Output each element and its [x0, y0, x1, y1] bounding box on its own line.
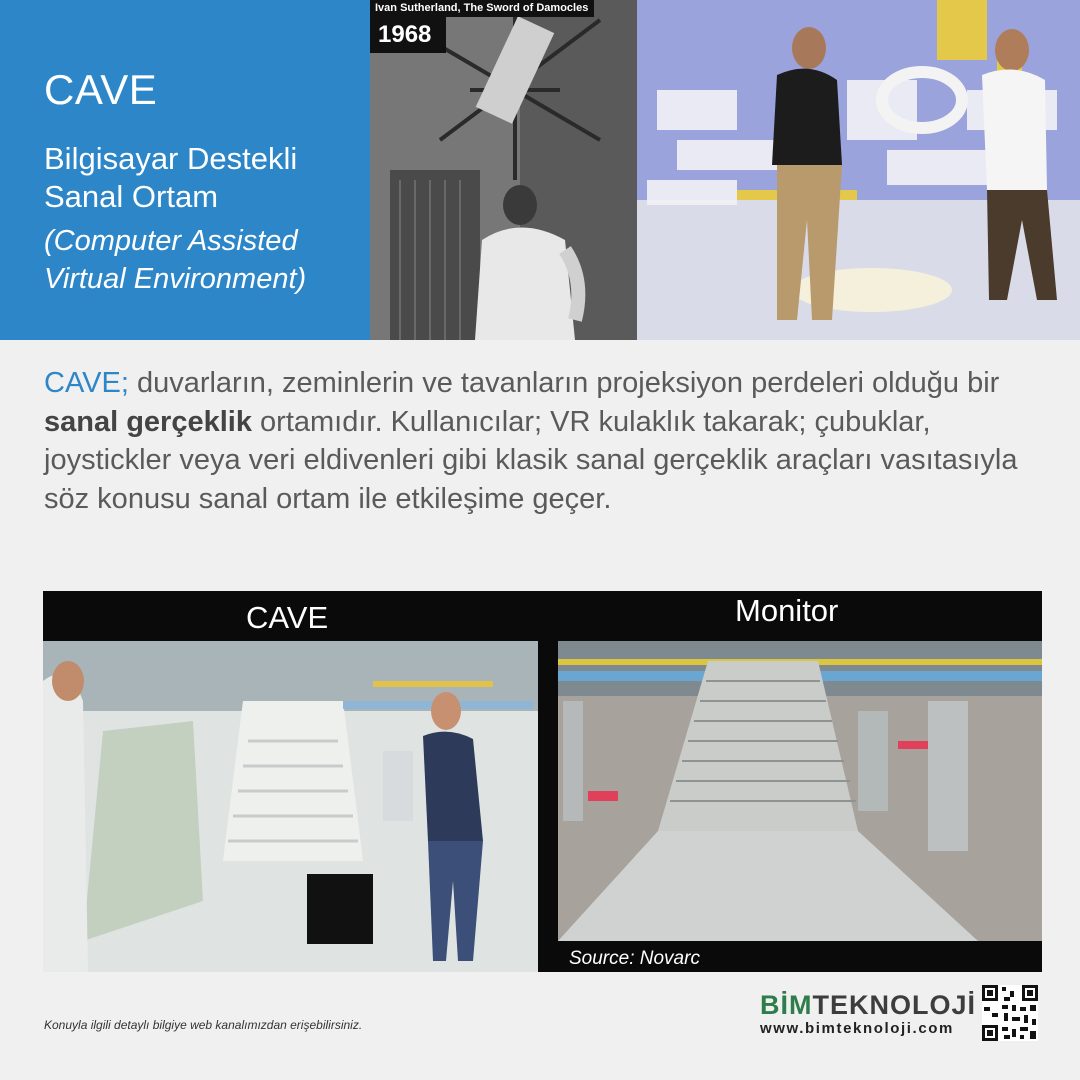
description-part-2: ortamıdır. Kullanıcılar; VR kulaklık takarak; çubuklar, joystickler veya veri eldivenleri gibi klasik sanal gerçeklik araçları vasıtasıyla söz konusu sanal ortam ile etkileşime geçer. — [44, 405, 1018, 515]
photo-caption: Ivan Sutherland, The Sword of Damocles — [370, 0, 594, 17]
photo-year-badge: 1968 — [370, 17, 446, 53]
page-subtitle: Bilgisayar Destekli Sanal Ortam — [44, 141, 298, 214]
qr-code-icon[interactable] — [982, 985, 1038, 1041]
cave-scene — [43, 641, 538, 972]
website-url[interactable]: www.bimteknoloji.com — [760, 1020, 954, 1037]
cave-users-photo — [637, 0, 1080, 340]
monitor-label: Monitor — [735, 593, 839, 628]
title-panel — [0, 0, 370, 340]
term-highlight: CAVE; — [44, 367, 129, 399]
cave-vs-monitor-image — [43, 591, 1042, 972]
sword-of-damocles-photo — [370, 0, 637, 340]
brand-logo-part-1: BİM — [760, 990, 813, 1020]
brand-logo — [760, 990, 976, 1021]
cave-users-image — [637, 0, 1080, 340]
monitor-scene — [558, 641, 1042, 941]
page-title: CAVE — [44, 66, 158, 113]
description-part-1: duvarların, zeminlerin ve tavanların projeksiyon perdeleri olduğu bir — [128, 367, 1000, 399]
footer-note: Konuyla ilgili detaylı bilgiye web kanalımızdan erişebilirsiniz. — [44, 1018, 363, 1032]
brand-logo-part-2: TEKNOLOJİ — [812, 990, 977, 1020]
description-emphasis: sanal gerçeklik — [44, 405, 252, 438]
image-source: Source: Novarc — [569, 948, 700, 969]
cave-label: CAVE — [246, 600, 329, 635]
description-paragraph — [44, 364, 1044, 518]
page-subtitle-english: (Computer Assisted Virtual Environment) — [44, 225, 307, 295]
